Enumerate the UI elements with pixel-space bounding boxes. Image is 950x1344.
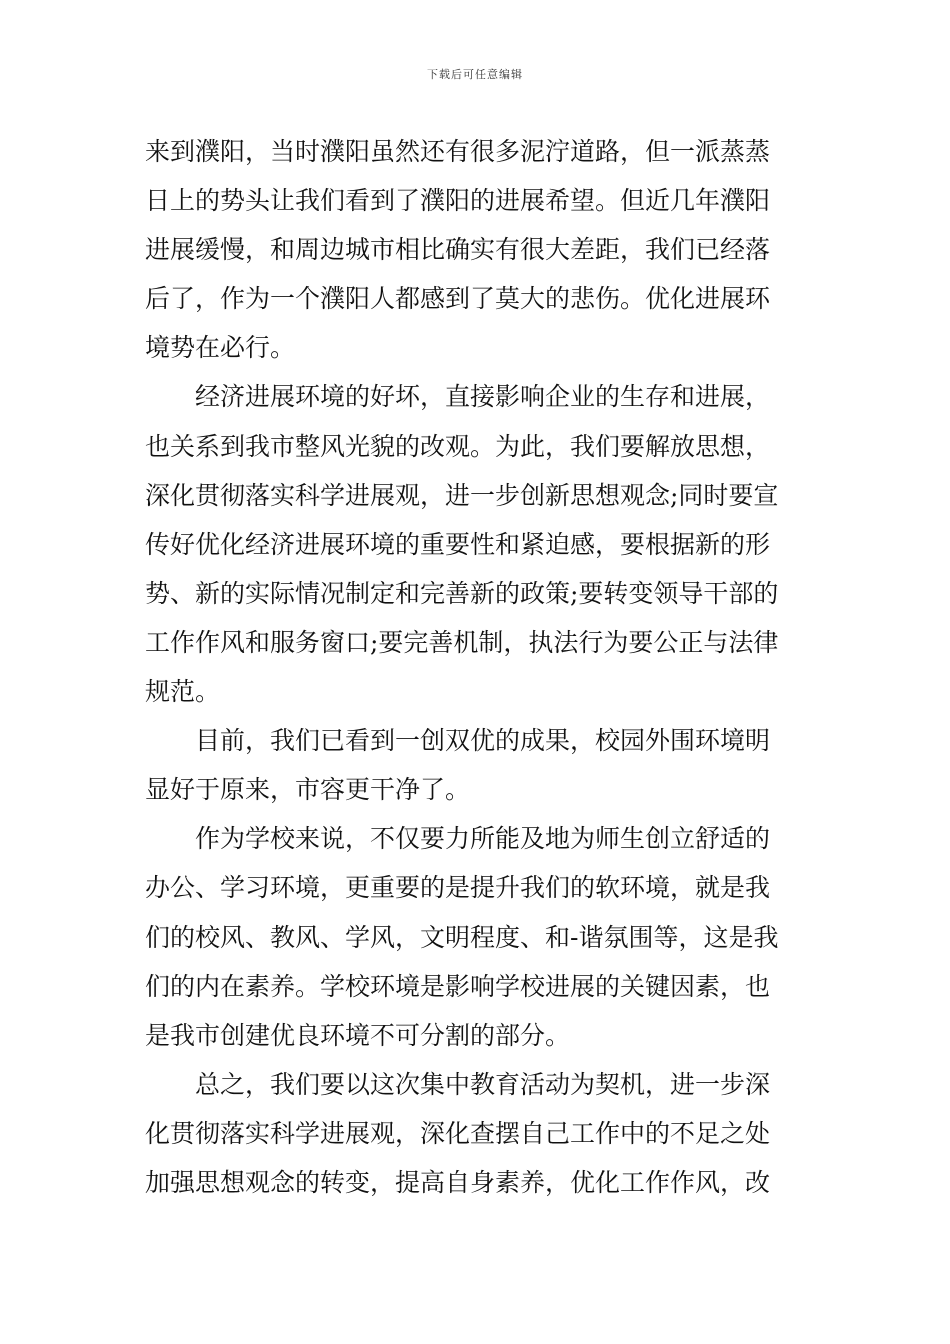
text-line: 化贯彻落实科学进展观，深化查摆自己工作中的不足之处 (145, 1118, 771, 1148)
text-line: 传好优化经济进展环境的重要性和紧迫感，要根据新的形 (145, 529, 771, 559)
document-body (145, 127, 810, 1207)
text-line: 是我市创建优良环境不可分割的部分。 (145, 1020, 571, 1050)
paragraph-first-line: 作为学校来说，不仅要力所能及地为师生创立舒适的 (195, 824, 771, 854)
text-line: 也关系到我市整风光貌的改观。为此，我们要解放思想， (145, 431, 771, 461)
text-line: 进展缓慢，和周边城市相比确实有很大差距，我们已经落 (145, 235, 771, 265)
paragraph-first-line: 总之，我们要以这次集中教育活动为契机，进一步深 (195, 1069, 771, 1099)
text-line: 办公、学习环境，更重要的是提升我们的软环境，就是我 (145, 873, 771, 903)
text-line: 势、新的实际情况制定和完善新的政策;要转变领导干部的 (145, 578, 779, 608)
text-line: 日上的势头让我们看到了濮阳的进展希望。但近几年濮阳 (145, 186, 771, 216)
page-header: 下载后可任意编辑 (427, 68, 523, 81)
text-line: 境势在必行。 (145, 333, 296, 363)
text-line: 规范。 (145, 677, 221, 707)
text-line: 显好于原来，市容更干净了。 (145, 775, 471, 805)
text-line: 工作作风和服务窗口;要完善机制，执法行为要公正与法律 (145, 627, 779, 657)
text-line: 加强思想观念的转变，提高自身素养，优化工作作风，改 (145, 1167, 771, 1197)
text-line: 来到濮阳，当时濮阳虽然还有很多泥泞道路，但一派蒸蒸 (145, 137, 771, 166)
text-line: 们的校风、教风、学风，文明程度、和-谐氛围等，这是我 (145, 922, 779, 952)
text-line: 后了，作为一个濮阳人都感到了莫大的悲伤。优化进展环 (145, 284, 771, 314)
paragraph-first-line: 经济进展环境的好坏，直接影响企业的生存和进展， (195, 382, 771, 412)
text-line: 们的内在素养。学校环境是影响学校进展的关键因素，也 (145, 971, 771, 1001)
text-line: 深化贯彻落实科学进展观，进一步创新思想观念;同时要宣 (145, 480, 779, 510)
paragraph-first-line: 目前，我们已看到一创双优的成果，校园外围环境明 (195, 726, 771, 756)
